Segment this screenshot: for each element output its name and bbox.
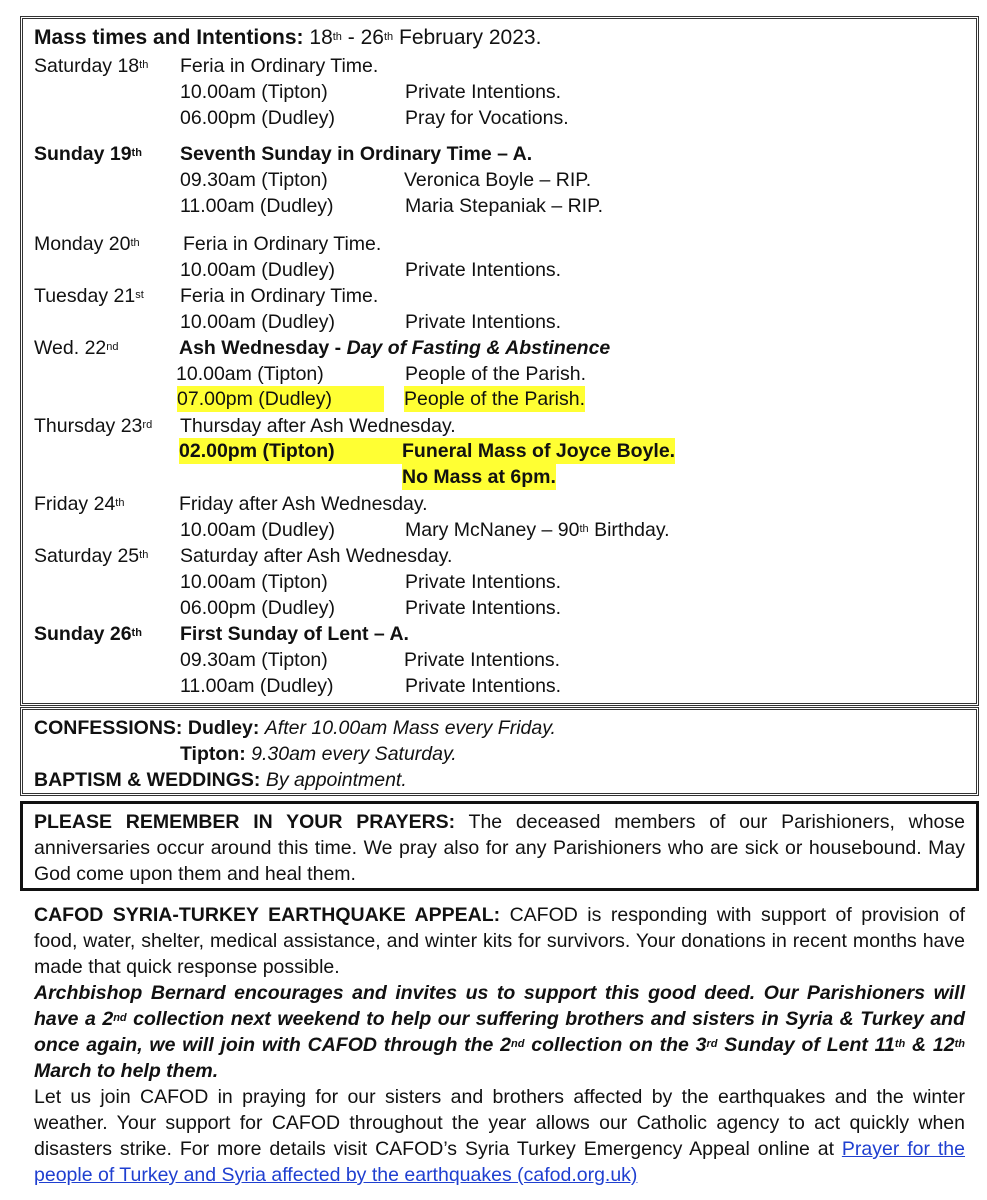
day-label: Wed. 22nd — [34, 337, 119, 359]
mass-time: 10.00am (Dudley) — [180, 259, 335, 281]
mass-time: 02.00pm (Tipton) — [179, 438, 408, 464]
feast-name: Thursday after Ash Wednesday. — [180, 415, 456, 437]
mass-time: 11.00am (Dudley) — [180, 675, 334, 697]
mass-intention: Private Intentions. — [405, 259, 562, 281]
mass-intention: Maria Stepaniak – RIP. — [405, 195, 603, 217]
cafod-intro: CAFOD SYRIA-TURKEY EARTHQUAKE APPEAL: CAFOD is responding with support of provision of food, water, shelter, medical assistance, and winter kits for survivors. Your donations in recent months have made that quick response possible. — [34, 904, 965, 978]
baptism-weddings: BAPTISM & WEDDINGS: By appointment. — [34, 769, 407, 791]
mass-intention: Private Intentions. — [405, 311, 562, 333]
mass-time: 10.00am (Tipton) — [180, 571, 328, 593]
day-label: Friday 24th — [34, 493, 125, 515]
mass-intention: Private Intentions. — [405, 571, 562, 593]
feast-name: First Sunday of Lent – A. — [180, 623, 409, 645]
mass-intention: Pray for Vocations. — [405, 107, 569, 129]
day-label: Saturday 18th — [34, 55, 149, 77]
mass-intention: Mary McNaney – 90th Birthday. — [405, 519, 670, 541]
feast-name: Feria in Ordinary Time. — [180, 285, 379, 307]
prayers-text: PLEASE REMEMBER IN YOUR PRAYERS: The deceased members of our Parishioners, whose anniversaries occur around this time. We pray also for any Parishioners who are sick or housebound. May God come upon them and heal them. — [34, 811, 966, 885]
mass-intention: Private Intentions. — [404, 649, 561, 671]
day-label: Monday 20th — [34, 233, 140, 255]
mass-time: 09.30am (Tipton) — [180, 649, 328, 671]
mass-time: 06.00pm (Dudley) — [180, 597, 335, 619]
day-label: Sunday 26th — [34, 623, 142, 645]
feast-name: Ash Wednesday - Day of Fasting & Abstinence — [179, 337, 611, 359]
mass-title — [34, 25, 541, 51]
cafod-link[interactable]: Prayer for the people of Turkey and Syria affected by the earthquakes (cafod.org.uk) — [34, 1138, 965, 1186]
mass-time: 10.00am (Tipton) — [176, 363, 324, 385]
mass-intention: People of the Parish. — [404, 388, 586, 410]
mass-time: 10.00am (Tipton) — [180, 81, 328, 103]
mass-time: 09.30am (Tipton) — [180, 169, 328, 191]
feast-name: Friday after Ash Wednesday. — [179, 493, 428, 515]
day-label: Thursday 23rd — [34, 415, 153, 437]
day-label: Sunday 19th — [34, 143, 142, 165]
feast-name: Seventh Sunday in Ordinary Time – A. — [180, 143, 533, 165]
mass-intention: Veronica Boyle – RIP. — [404, 169, 592, 191]
confessions-dudley: CONFESSIONS: Dudley: After 10.00am Mass every Friday. — [34, 717, 556, 739]
mass-time: 10.00am (Dudley) — [180, 311, 335, 333]
mass-intention: People of the Parish. — [405, 363, 587, 385]
feast-name: Feria in Ordinary Time. — [183, 233, 382, 255]
day-label: Tuesday 21st — [34, 285, 144, 307]
day-label: Saturday 25th — [34, 545, 149, 567]
mass-intention: Private Intentions. — [405, 597, 562, 619]
mass-title-label: Mass times and Intentions: — [34, 26, 304, 49]
mass-time: 10.00am (Dudley) — [180, 519, 335, 541]
mass-intention: Private Intentions. — [405, 675, 562, 697]
mass-intention: Private Intentions. — [405, 81, 562, 103]
mass-time: 06.00pm (Dudley) — [180, 107, 335, 129]
confessions-tipton: Tipton: 9.30am every Saturday. — [180, 743, 457, 765]
mass-time: 07.00pm (Dudley) — [177, 386, 384, 412]
mass-note: No Mass at 6pm. — [402, 466, 556, 488]
cafod-archbishop: Archbishop Bernard encourages and invites us to support this good deed. Our Parishioners will have a 2nd collection next weekend to help our suffering brothers and sisters in Syria & Turkey and once again, we will join with CAFOD through the 2nd collection on the 3rd Sunday of Lent 11th & 12th March to help them. — [34, 982, 966, 1082]
cafod-final: Let us join CAFOD in praying for our sisters and brothers affected by the earthquakes and the winter weather. Your support for CAFOD throughout the year allows our Catholic agency to act quickly when disasters strike. For more details visit CAFOD’s Syria Turkey Emergency Appeal online at Prayer for the people of Turkey and Syria affected by the earthquakes (cafod.org.uk) — [34, 1086, 965, 1186]
mass-intention: Funeral Mass of Joyce Boyle. — [402, 440, 676, 462]
feast-name: Feria in Ordinary Time. — [180, 55, 379, 77]
mass-time: 11.00am (Dudley) — [180, 195, 334, 217]
mass-title-dates: 18th - 26th February 2023. — [309, 26, 542, 49]
feast-name: Saturday after Ash Wednesday. — [180, 545, 453, 567]
